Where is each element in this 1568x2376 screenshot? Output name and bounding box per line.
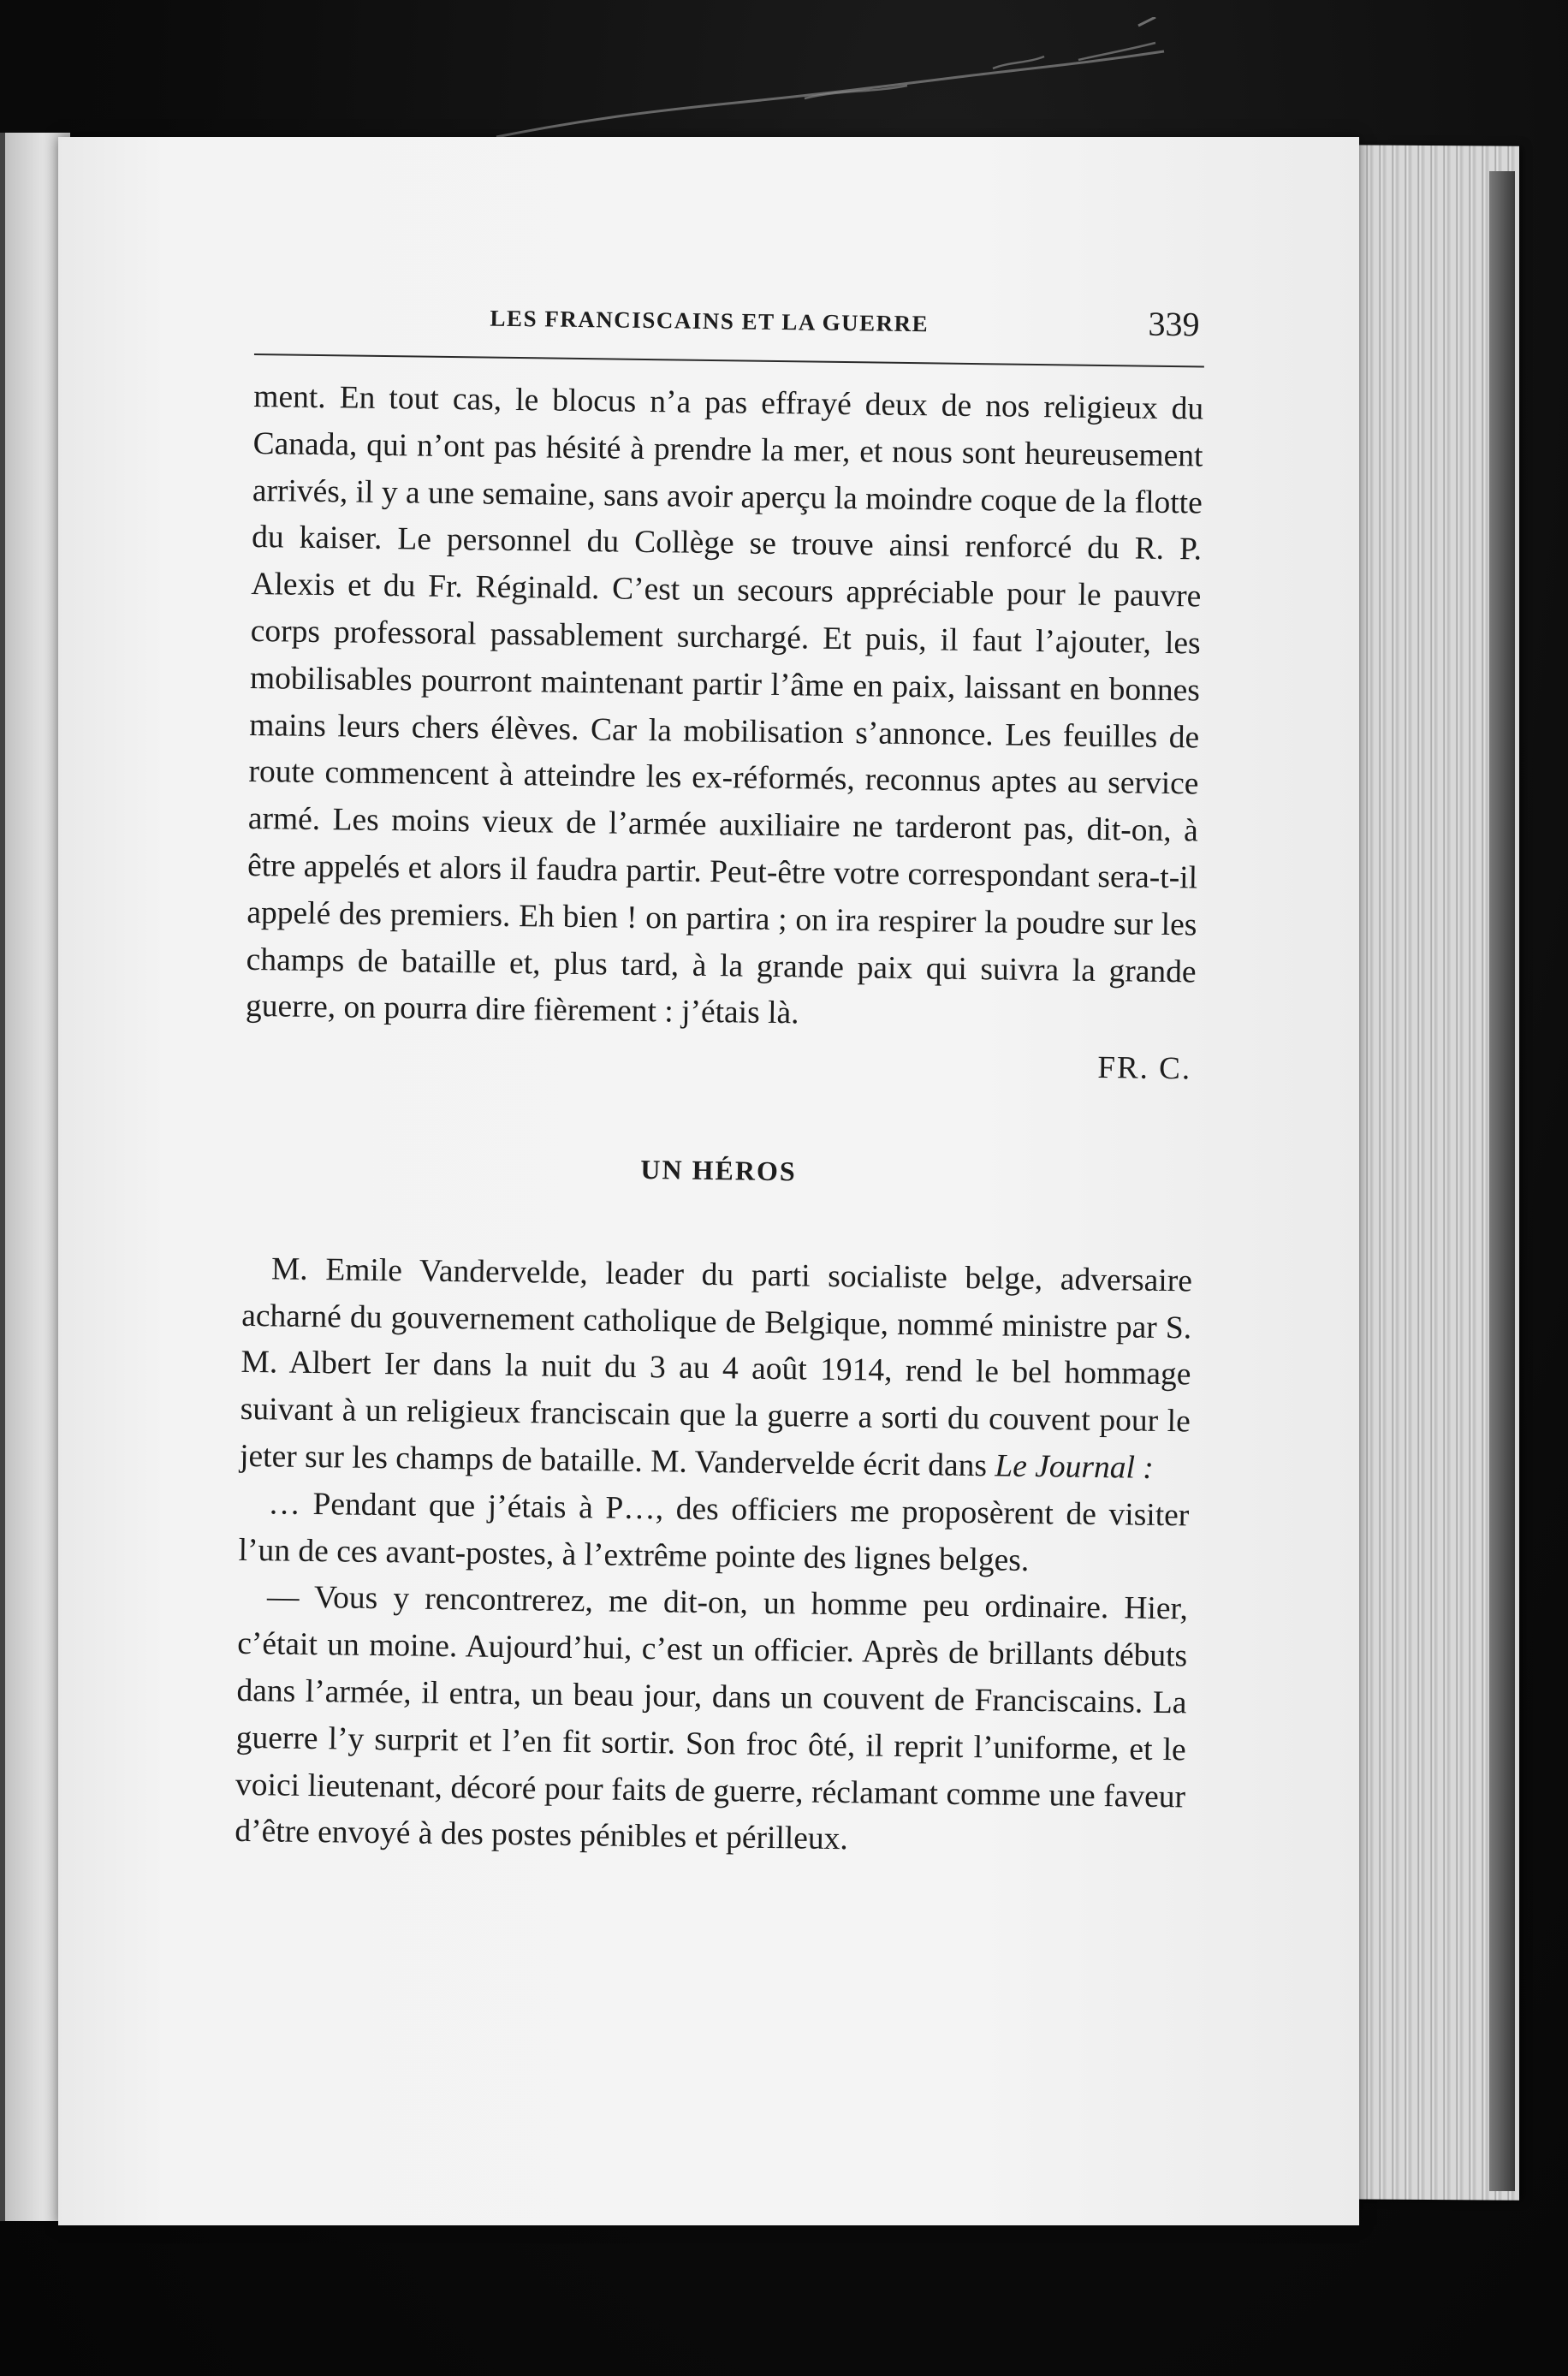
paragraph-intro	[240, 1246, 1192, 1493]
signature: FR. C.	[1097, 1050, 1192, 1087]
page-content	[235, 287, 1205, 1868]
paragraph-intro-text: M. Emile Vandervelde, leader du parti socialiste belge, adversaire acharné du gouvernement catholique de Belgique, nommé ministre par S. M. Albert Ier dans la nuit du 3 au 4 août 1914, rend le bel hommage suivant à un religieux franciscain que la guerre a sorti du couvent pour le jeter sur les champs de bataille. M. Vandervelde écrit dans	[239, 1251, 1193, 1484]
paragraph-quote-1: … Pendant que j’étais à P…, des officiers me proposèrent de visiter l’un de ces avant-postes, à l’extrême pointe des lignes belges.	[238, 1486, 1190, 1578]
running-head	[254, 287, 1205, 368]
book-page	[58, 137, 1359, 2225]
page-number: 339	[1148, 304, 1200, 344]
body-text	[235, 374, 1204, 1868]
handwriting-scribble	[479, 17, 1181, 154]
book-cover-edge	[0, 133, 5, 2221]
book-spine-shadow	[1489, 171, 1515, 2191]
paragraph-quote-2: — Vous y rencontrerez, me dit-on, un homme peu ordinaire. Hier, c’était un moine. Aujourd’hui, c’est un officier. Après de brillants débuts dans l’armée, il entra, un beau jour, dans un couvent de Franciscains. La guerre l’y surprit et l’en fit sortir. Son froc ôté, il reprit l’uniforme, et le voici lieutenant, décoré pour faits de guerre, réclamant comme une faveur d’être envoyé à des postes pénibles et périlleux.	[235, 1579, 1189, 1857]
running-title: LES FRANCISCAINS ET LA GUERRE	[490, 305, 930, 337]
paragraph-continued: ment. En tout cas, le blocus n’a pas effrayé deux de nos religieux du Canada, qui n’ont pas hésité à prendre la mer, et nous sont heureusement arrivés, il y a une semaine, sans avoir aperçu la moindre coque de la flotte du kaiser. Le personnel du Collège se trouve ainsi renforcé du R. P. Alexis et du Fr. Réginald. C’est un secours appréciable pour le pauvre corps professoral passablement surchargé. Et puis, il faut l’ajouter, les mobilisables pourront maintenant partir l’âme en paix, laissant en bonnes mains leurs chers élèves. Car la mobilisation s’annonce. Les feuilles de route commencent à atteindre les ex-réformés, reconnus aptes au service armé. Les moins vieux de l’armée auxiliaire ne tarderont pas, dit-on, à être appelés et alors il faudra partir. Peut-être votre correspondant sera-t-il appelé des premiers. Eh bien ! on partira ; on ira respirer la poudre sur les champs de bataille et, plus tard, à la grande paix qui suivra la grande guerre, on pourra dire fièrement : j’étais là.	[245, 378, 1204, 1031]
section-title: UN HÉROS	[640, 1153, 797, 1187]
journal-title: Le Journal :	[995, 1448, 1155, 1486]
